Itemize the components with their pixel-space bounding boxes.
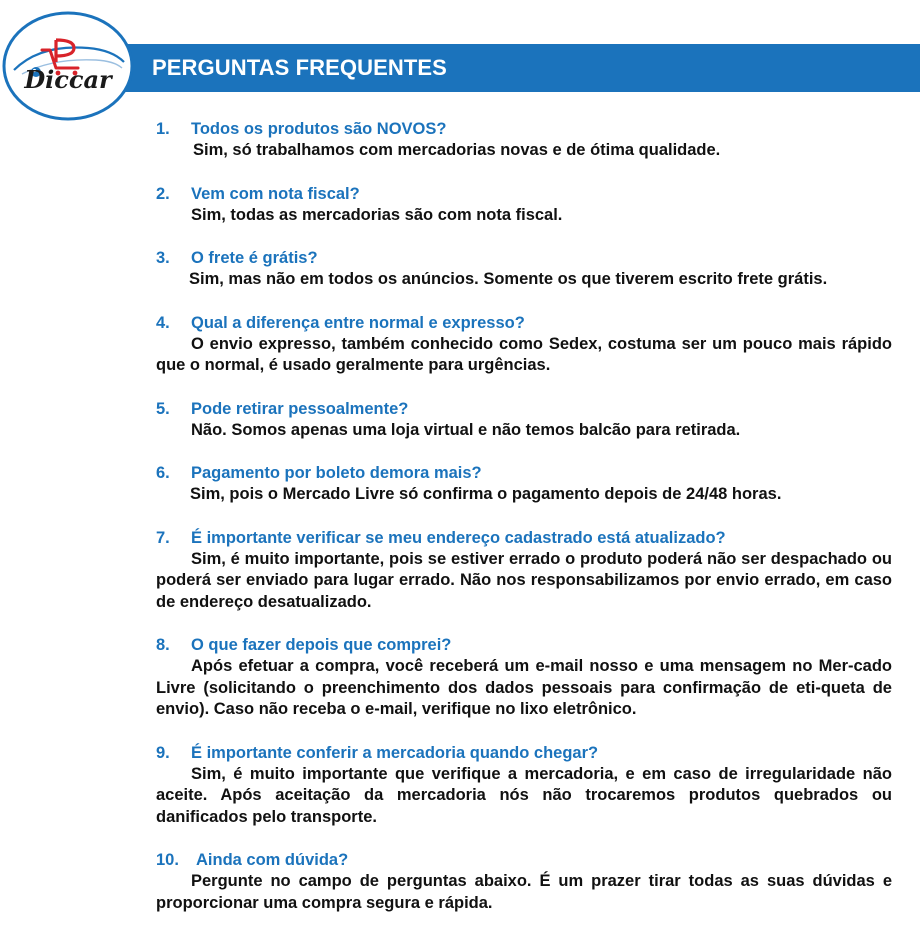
faq-number: 5. <box>156 399 170 418</box>
faq-question <box>156 743 892 764</box>
logo-wordmark: Diccar <box>24 65 112 94</box>
faq-number: 3. <box>156 249 170 267</box>
faq-question <box>156 248 892 269</box>
diccar-logo <box>0 10 140 122</box>
faq-answer: Após efetuar a compra, você receberá um e-mail nosso e uma mensagem no Mer-cado Livre (solicitando o preenchimento dos dados pessoais para confirmação de eti-queta de envio). Caso não receba o e-mail, verifique no lixo eletrônico. <box>156 657 892 718</box>
faq-answer: Não. Somos apenas uma loja virtual e não temos balcão para retirada. <box>191 420 741 439</box>
faq-question <box>156 119 892 140</box>
faq-number: 6. <box>156 464 170 482</box>
faq-number: 7. <box>156 528 170 547</box>
faq-item <box>156 463 892 506</box>
faq-answer: Pergunte no campo de perguntas abaixo. É um prazer tirar todas as suas dúvidas e proporcionar uma compra segura e rápida. <box>156 872 892 912</box>
faq-answer: Sim, mas não em todos os anúncios. Somente os que tiverem escrito frete grátis. <box>189 270 828 288</box>
faq-question <box>156 399 892 420</box>
faq-question-text: O que fazer depois que comprei? <box>191 636 452 654</box>
faq-item <box>156 119 892 162</box>
faq-list <box>156 119 892 936</box>
faq-item <box>156 399 892 442</box>
faq-answer: Sim, é muito importante que verifique a mercadoria, e em caso de irregularidade não aceite. Após aceitação da mercadoria nós não trocaremos produtos quebrados ou danificados pelo transporte. <box>156 764 892 826</box>
faq-question-text: Qual a diferença entre normal e expresso? <box>191 313 525 332</box>
faq-question-text: É importante verificar se meu endereço cadastrado está atualizado? <box>191 528 726 547</box>
faq-question <box>156 528 892 549</box>
page-title: PERGUNTAS FREQUENTES <box>152 55 447 80</box>
faq-number: 1. <box>156 120 170 138</box>
faq-answer: Sim, pois o Mercado Livre só confirma o pagamento depois de 24/48 horas. <box>190 485 782 503</box>
faq-question-text: Ainda com dúvida? <box>196 851 349 869</box>
header-bar <box>118 44 920 92</box>
faq-item <box>156 313 892 377</box>
faq-answer: O envio expresso, também conhecido como Sedex, costuma ser um pouco mais rápido que o normal, é usado geralmente para urgências. <box>156 334 892 374</box>
faq-answer: Sim, é muito importante, pois se estiver errado o produto poderá não ser despachado ou poderá ser enviado para lugar errado. Não nos responsabilizamos por envio errado, em caso de endereço desatualizado. <box>156 549 892 611</box>
faq-question <box>156 463 892 484</box>
faq-number: 4. <box>156 313 170 332</box>
faq-question <box>156 184 892 205</box>
faq-item <box>156 635 892 721</box>
faq-question-text: O frete é grátis? <box>191 249 318 267</box>
faq-answer: Sim, só trabalhamos com mercadorias novas e de ótima qualidade. <box>193 141 721 159</box>
faq-item <box>156 184 892 227</box>
faq-question-text: Todos os produtos são NOVOS? <box>191 120 447 138</box>
faq-number: 2. <box>156 184 170 203</box>
faq-question <box>156 850 892 871</box>
faq-question-text: Pode retirar pessoalmente? <box>191 399 409 418</box>
faq-item <box>156 528 892 614</box>
faq-question <box>156 313 892 334</box>
faq-item <box>156 248 892 291</box>
faq-question-text: É importante conferir a mercadoria quando chegar? <box>191 743 599 762</box>
faq-answer: Sim, todas as mercadorias são com nota fiscal. <box>191 205 563 224</box>
faq-number: 9. <box>156 743 170 762</box>
faq-question-text: Pagamento por boleto demora mais? <box>191 464 482 482</box>
faq-question <box>156 635 892 656</box>
faq-item <box>156 743 892 829</box>
faq-number: 10. <box>156 851 179 869</box>
faq-question-text: Vem com nota fiscal? <box>191 184 360 203</box>
faq-number: 8. <box>156 636 170 654</box>
faq-item <box>156 850 892 914</box>
